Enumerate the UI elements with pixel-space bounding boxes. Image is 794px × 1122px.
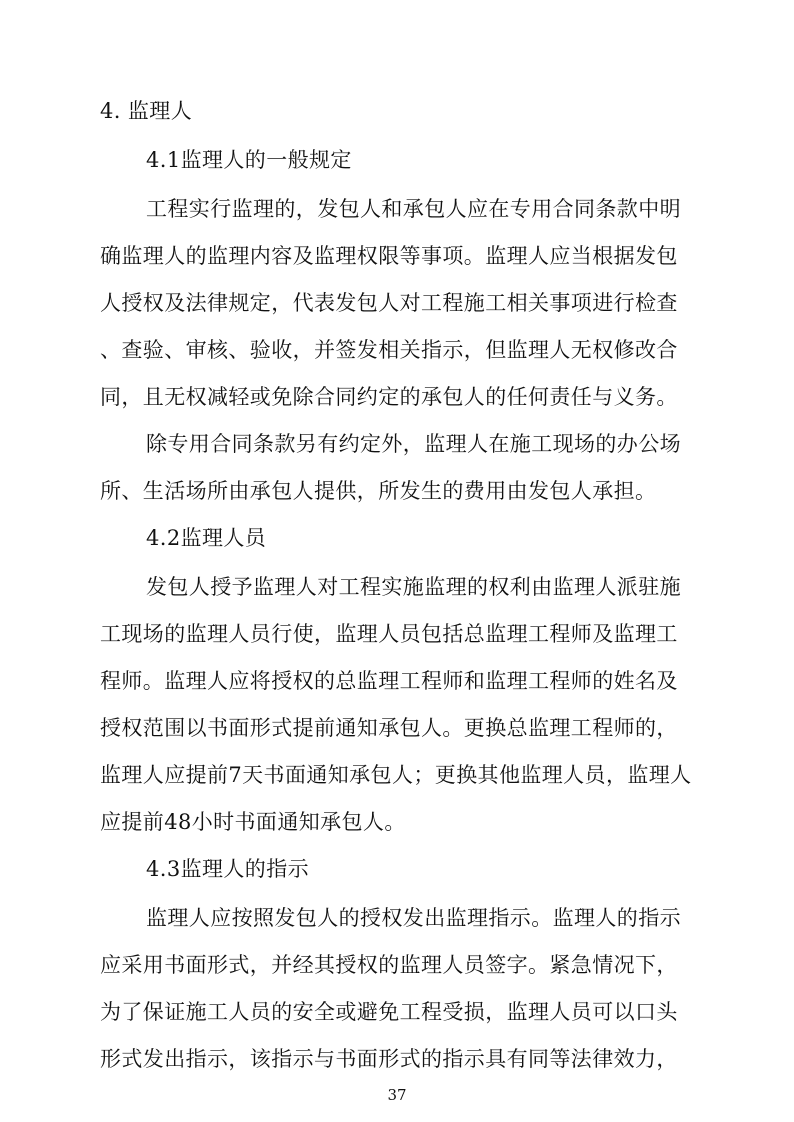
paragraph-line: 发包人授予监理人对工程实施监理的权利由监理人派驻施	[146, 575, 681, 599]
paragraph-line: 所、生活场所由承包人提供，所发生的费用由发包人承担。	[100, 479, 657, 503]
subsection-title-4-3: 4.3监理人的指示	[146, 857, 309, 881]
paragraph-line: 程师。监理人应将授权的总监理工程师和监理工程师的姓名及	[100, 669, 678, 693]
subsection-title-4-1: 4.1监理人的一般规定	[146, 148, 352, 172]
paragraph-line: 同，且无权减轻或免除合同约定的承包人的任何责任与义务。	[100, 385, 678, 409]
paragraph-line: 工现场的监理人员行使，监理人员包括总监理工程师及监理工	[100, 622, 678, 646]
subsection-title-4-2: 4.2监理人员	[146, 526, 267, 550]
paragraph-line: 、查验、审核、验收，并签发相关指示，但监理人无权修改合	[100, 338, 678, 362]
paragraph-line: 监理人应提前7天书面通知承包人；更换其他监理人员，监理人	[100, 763, 692, 787]
paragraph-line: 人授权及法律规定，代表发包人对工程施工相关事项进行检查	[100, 291, 678, 315]
paragraph-line: 监理人应按照发包人的授权发出监理指示。监理人的指示	[146, 906, 681, 930]
section-title: 4. 监理人	[100, 99, 193, 123]
paragraph-line: 应提前48小时书面通知承包人。	[100, 810, 406, 834]
paragraph-line: 形式发出指示，该指示与书面形式的指示具有同等法律效力，	[100, 1047, 678, 1071]
page-number: 37	[387, 1086, 407, 1104]
paragraph-line: 为了保证施工人员的安全或避免工程受损，监理人员可以口头	[100, 1000, 678, 1024]
paragraph-line: 工程实行监理的，发包人和承包人应在专用合同条款中明	[146, 197, 681, 221]
paragraph-line: 应采用书面形式，并经其授权的监理人员签字。紧急情况下，	[100, 953, 678, 977]
paragraph-line: 授权范围以书面形式提前通知承包人。更换总监理工程师的，	[100, 716, 678, 740]
paragraph-line: 除专用合同条款另有约定外，监理人在施工现场的办公场	[146, 432, 681, 456]
paragraph-line: 确监理人的监理内容及监理权限等事项。监理人应当根据发包	[100, 244, 678, 268]
